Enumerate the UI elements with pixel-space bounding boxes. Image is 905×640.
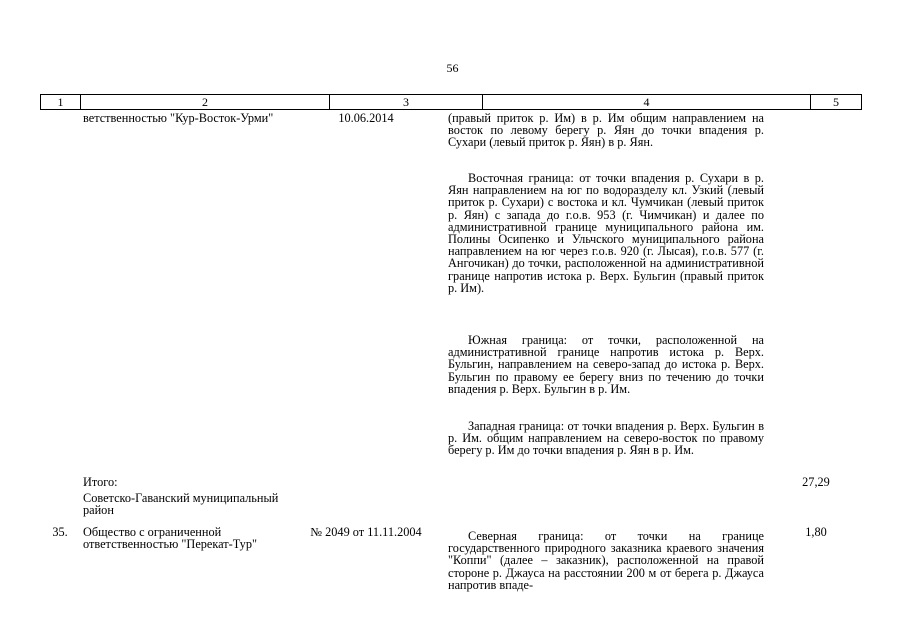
row-35-area-value: 1,80 bbox=[805, 525, 827, 539]
row-35-organization-name: Общество с ограниченной ответственностью "Перекат-Тур" bbox=[83, 525, 257, 552]
southern-boundary-paragraph: Южная граница: от точки, расположенной на административной границе напротив истока р. Верх. Бульгин, направлением на северо-запад до истока р. Верх. Бульгин по правому ее берегу вниз по течению до точки впадения р. Верх. Бульгин в р. Им. bbox=[448, 333, 764, 396]
header-col-4: 4 bbox=[483, 95, 811, 109]
table-header-row bbox=[40, 94, 862, 110]
header-col-3: 3 bbox=[330, 95, 483, 109]
total-value: 27,29 bbox=[802, 475, 830, 489]
header-col-2: 2 bbox=[81, 95, 330, 109]
page-number: 56 bbox=[446, 61, 459, 75]
continued-organization-name: ветственностью "Кур-Восток-Урми" bbox=[83, 111, 274, 125]
header-col-5: 5 bbox=[833, 95, 839, 109]
row-35-number: 35. bbox=[52, 525, 68, 539]
total-label: Итого: bbox=[83, 475, 118, 489]
eastern-boundary-paragraph: Восточная граница: от точки впадения р. Сухари в р. Яян направлением на юг по водоразделу кл. Узкий (левый приток р. Сухари) с востока и кл. Чумчикан (левый приток р. Яян) с запада до г.о.в. 953 (г. Чимчикан) и далее по административной границе муниципального района им. Полины Осипенко и Ульчского муниципального района направлением на юг через г.о.в. 920 (г. Лысая), г.о.в. 577 (г. Ангочикан) до точки, расположенной на административной границе напротив истока р. Верх. Бульгин (правый приток р. Им). bbox=[448, 171, 764, 295]
continued-license-date: 10.06.2014 bbox=[338, 111, 394, 125]
western-boundary-paragraph: Западная граница: от точки впадения р. Верх. Бульгин в р. Им. общим направлением на северо-восток по правому берегу р. Им до точки впадения р. Яян в р. Им. bbox=[448, 419, 764, 458]
continued-boundary-paragraph: (правый приток р. Им) в р. Им общим направлением на восток по левому берегу р. Яян до точки впадения р. Сухари (левый приток р. Яян) в р. Яян. bbox=[448, 111, 764, 150]
row-35-license-number: № 2049 от 11.11.2004 bbox=[310, 525, 422, 539]
district-heading: Советско-Гаванский муниципальный район bbox=[83, 491, 279, 518]
row-35-northern-boundary: Северная граница: от точки на границе государственного природного заказника краевого значения "Коппи" (далее – заказник), расположенной на правой стороне р. Джауса на расстоянии 200 м от берега р. Джауса напротив впаде- bbox=[448, 529, 764, 592]
header-col-1: 1 bbox=[41, 95, 81, 109]
